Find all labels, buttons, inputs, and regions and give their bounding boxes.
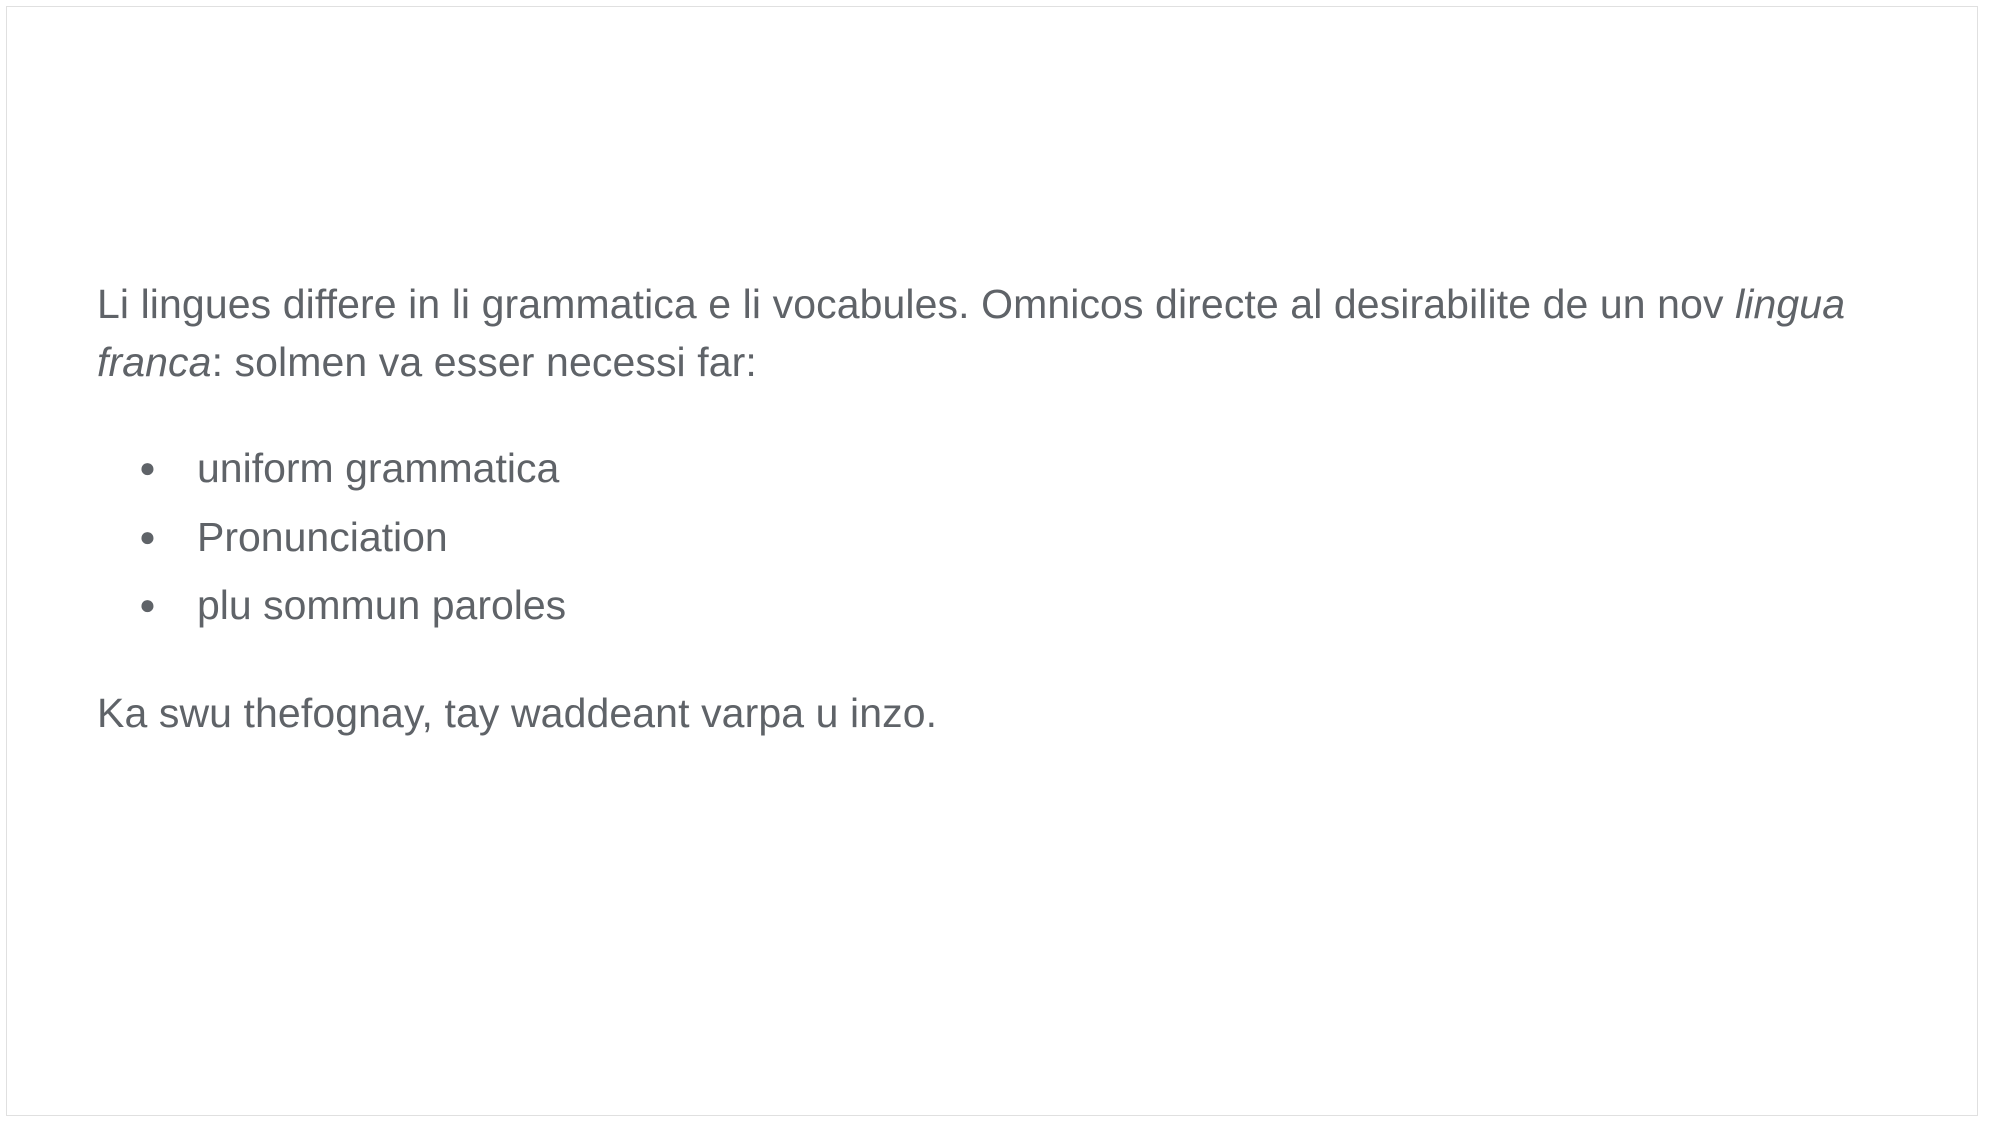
list-item-label: Pronunciation xyxy=(197,513,448,560)
bullet-dot-icon: ● xyxy=(139,452,156,484)
slide-canvas xyxy=(6,6,1978,1116)
list-item xyxy=(97,576,1907,634)
intro-text-before-italic: Li lingues differe in li grammatica e li vocabules. Omnicos directe al desirabilite de un nov xyxy=(97,281,1736,327)
intro-paragraph xyxy=(97,275,1907,391)
bullet-dot-icon: ● xyxy=(139,588,156,620)
bullet-dot-icon: ● xyxy=(139,520,156,552)
slide-content-body xyxy=(97,275,1907,742)
list-item xyxy=(97,439,1907,497)
list-item-label: plu sommun paroles xyxy=(197,581,567,628)
intro-text-after-italic: : solmen va esser necessi far: xyxy=(211,339,757,386)
list-item-label: uniform grammatica xyxy=(197,445,560,492)
list-item xyxy=(97,508,1907,566)
intro-italic-phrase: lingua franca xyxy=(97,281,1846,386)
closing-paragraph: Ka swu thefognay, tay waddeant varpa u inzo. xyxy=(97,690,938,737)
bullet-list xyxy=(97,439,1907,634)
